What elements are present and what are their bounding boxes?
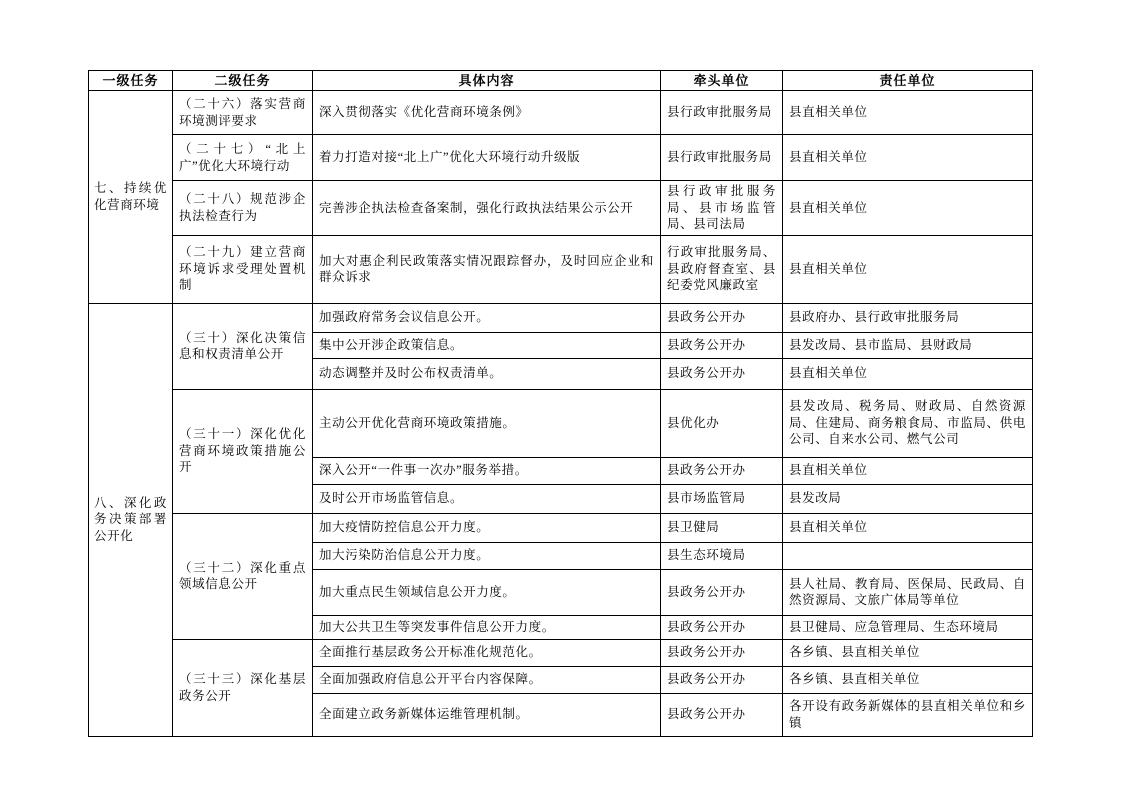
content-cell: 着力打造对接“北上广”优化大环境行动升级版: [313, 135, 661, 181]
content-cell: 加大公共卫生等突发事件信息公开力度。: [313, 615, 661, 639]
lead-unit-cell: 县优化办: [661, 389, 783, 457]
level2-task-cell: （三十一）深化优化营商环境政策措施公开: [173, 389, 313, 513]
responsible-unit-cell: 各开设有政务新媒体的县直相关单位和乡镇: [783, 693, 1033, 736]
content-cell: 动态调整并及时公布权责清单。: [313, 358, 661, 389]
level1-task-cell: 七、持续优化营商环境: [89, 91, 173, 304]
lead-unit-cell: 县政务公开办: [661, 693, 783, 736]
lead-unit-cell: 县行政审批服务局: [661, 91, 783, 135]
column-header-content: 具体内容: [313, 71, 661, 91]
lead-unit-cell: 县政务公开办: [661, 457, 783, 484]
table-row: [89, 135, 1033, 181]
table-row: [89, 181, 1033, 236]
level2-task-cell: （二十八）规范涉企执法检查行为: [173, 181, 313, 236]
level2-task-cell: （三十三）深化基层政务公开: [173, 639, 313, 736]
lead-unit-cell: 县卫健局: [661, 513, 783, 542]
content-cell: 全面推行基层政务公开标准化规范化。: [313, 639, 661, 666]
lead-unit-cell: 县行政审批服务局: [661, 135, 783, 181]
responsible-unit-cell: 县发改局、县市监局、县财政局: [783, 332, 1033, 358]
responsible-unit-cell: 县政府办、县行政审批服务局: [783, 303, 1033, 332]
column-header-lead-unit: 牵头单位: [661, 71, 783, 91]
responsible-unit-cell: 县人社局、教育局、医保局、民政局、自然资源局、文旅广体局等单位: [783, 569, 1033, 615]
column-header-responsible-unit: 责任单位: [783, 71, 1033, 91]
responsible-unit-cell: 县直相关单位: [783, 513, 1033, 542]
task-table: [88, 70, 1033, 737]
content-cell: 加大疫情防控信息公开力度。: [313, 513, 661, 542]
responsible-unit-cell: 县直相关单位: [783, 91, 1033, 135]
lead-unit-cell: 县政务公开办: [661, 639, 783, 666]
responsible-unit-cell: 各乡镇、县直相关单位: [783, 639, 1033, 666]
responsible-unit-cell: 县发改局: [783, 484, 1033, 513]
content-cell: 加大重点民生领域信息公开力度。: [313, 569, 661, 615]
responsible-unit-cell: 各乡镇、县直相关单位: [783, 666, 1033, 693]
lead-unit-cell: 县行政审批服务局、县市场监管局、县司法局: [661, 181, 783, 236]
content-cell: 加大污染防治信息公开力度。: [313, 542, 661, 569]
lead-unit-cell: 县生态环境局: [661, 542, 783, 569]
responsible-unit-cell: 县直相关单位: [783, 181, 1033, 236]
responsible-unit-cell: 县发改局、税务局、财政局、自然资源局、住建局、商务粮食局、市监局、供电公司、自来水公司、燃气公司: [783, 389, 1033, 457]
level2-task-cell: （三十二）深化重点领域信息公开: [173, 513, 313, 639]
content-cell: 加强政府常务会议信息公开。: [313, 303, 661, 332]
responsible-unit-cell: [783, 542, 1033, 569]
lead-unit-cell: 县政务公开办: [661, 569, 783, 615]
lead-unit-cell: 县政务公开办: [661, 615, 783, 639]
lead-unit-cell: 行政审批服务局、县政府督查室、县纪委党风廉政室: [661, 235, 783, 303]
column-header-level1-task: 一级任务: [89, 71, 173, 91]
responsible-unit-cell: 县直相关单位: [783, 358, 1033, 389]
content-cell: 深入贯彻落实《优化营商环境条例》: [313, 91, 661, 135]
content-cell: 及时公开市场监管信息。: [313, 484, 661, 513]
table-row: [89, 639, 1033, 666]
lead-unit-cell: 县政务公开办: [661, 358, 783, 389]
responsible-unit-cell: 县直相关单位: [783, 235, 1033, 303]
responsible-unit-cell: 县直相关单位: [783, 457, 1033, 484]
document-page: [88, 70, 1033, 737]
lead-unit-cell: 县政务公开办: [661, 303, 783, 332]
column-header-level2-task: 二级任务: [173, 71, 313, 91]
responsible-unit-cell: 县直相关单位: [783, 135, 1033, 181]
table-row: [89, 513, 1033, 542]
content-cell: 集中公开涉企政策信息。: [313, 332, 661, 358]
lead-unit-cell: 县市场监管局: [661, 484, 783, 513]
table-row: [89, 303, 1033, 332]
table-row: [89, 91, 1033, 135]
table-row: [89, 235, 1033, 303]
level2-task-cell: （三十）深化决策信息和权责清单公开: [173, 303, 313, 389]
responsible-unit-cell: 县卫健局、应急管理局、生态环境局: [783, 615, 1033, 639]
lead-unit-cell: 县政务公开办: [661, 332, 783, 358]
table-row: [89, 389, 1033, 457]
content-cell: 深入公开“一件事一次办”服务举措。: [313, 457, 661, 484]
level2-task-cell: （二十九）建立营商环境诉求受理处置机制: [173, 235, 313, 303]
table-header-row: [89, 71, 1033, 91]
content-cell: 全面加强政府信息公开平台内容保障。: [313, 666, 661, 693]
level2-task-cell: （二十六）落实营商环境测评要求: [173, 91, 313, 135]
level2-task-cell: （二十七）“北上广”优化大环境行动: [173, 135, 313, 181]
content-cell: 完善涉企执法检查备案制，强化行政执法结果公示公开: [313, 181, 661, 236]
level1-task-cell: 八、深化政务决策部署公开化: [89, 303, 173, 736]
content-cell: 主动公开优化营商环境政策措施。: [313, 389, 661, 457]
content-cell: 全面建立政务新媒体运维管理机制。: [313, 693, 661, 736]
lead-unit-cell: 县政务公开办: [661, 666, 783, 693]
content-cell: 加大对惠企利民政策落实情况跟踪督办，及时回应企业和群众诉求: [313, 235, 661, 303]
